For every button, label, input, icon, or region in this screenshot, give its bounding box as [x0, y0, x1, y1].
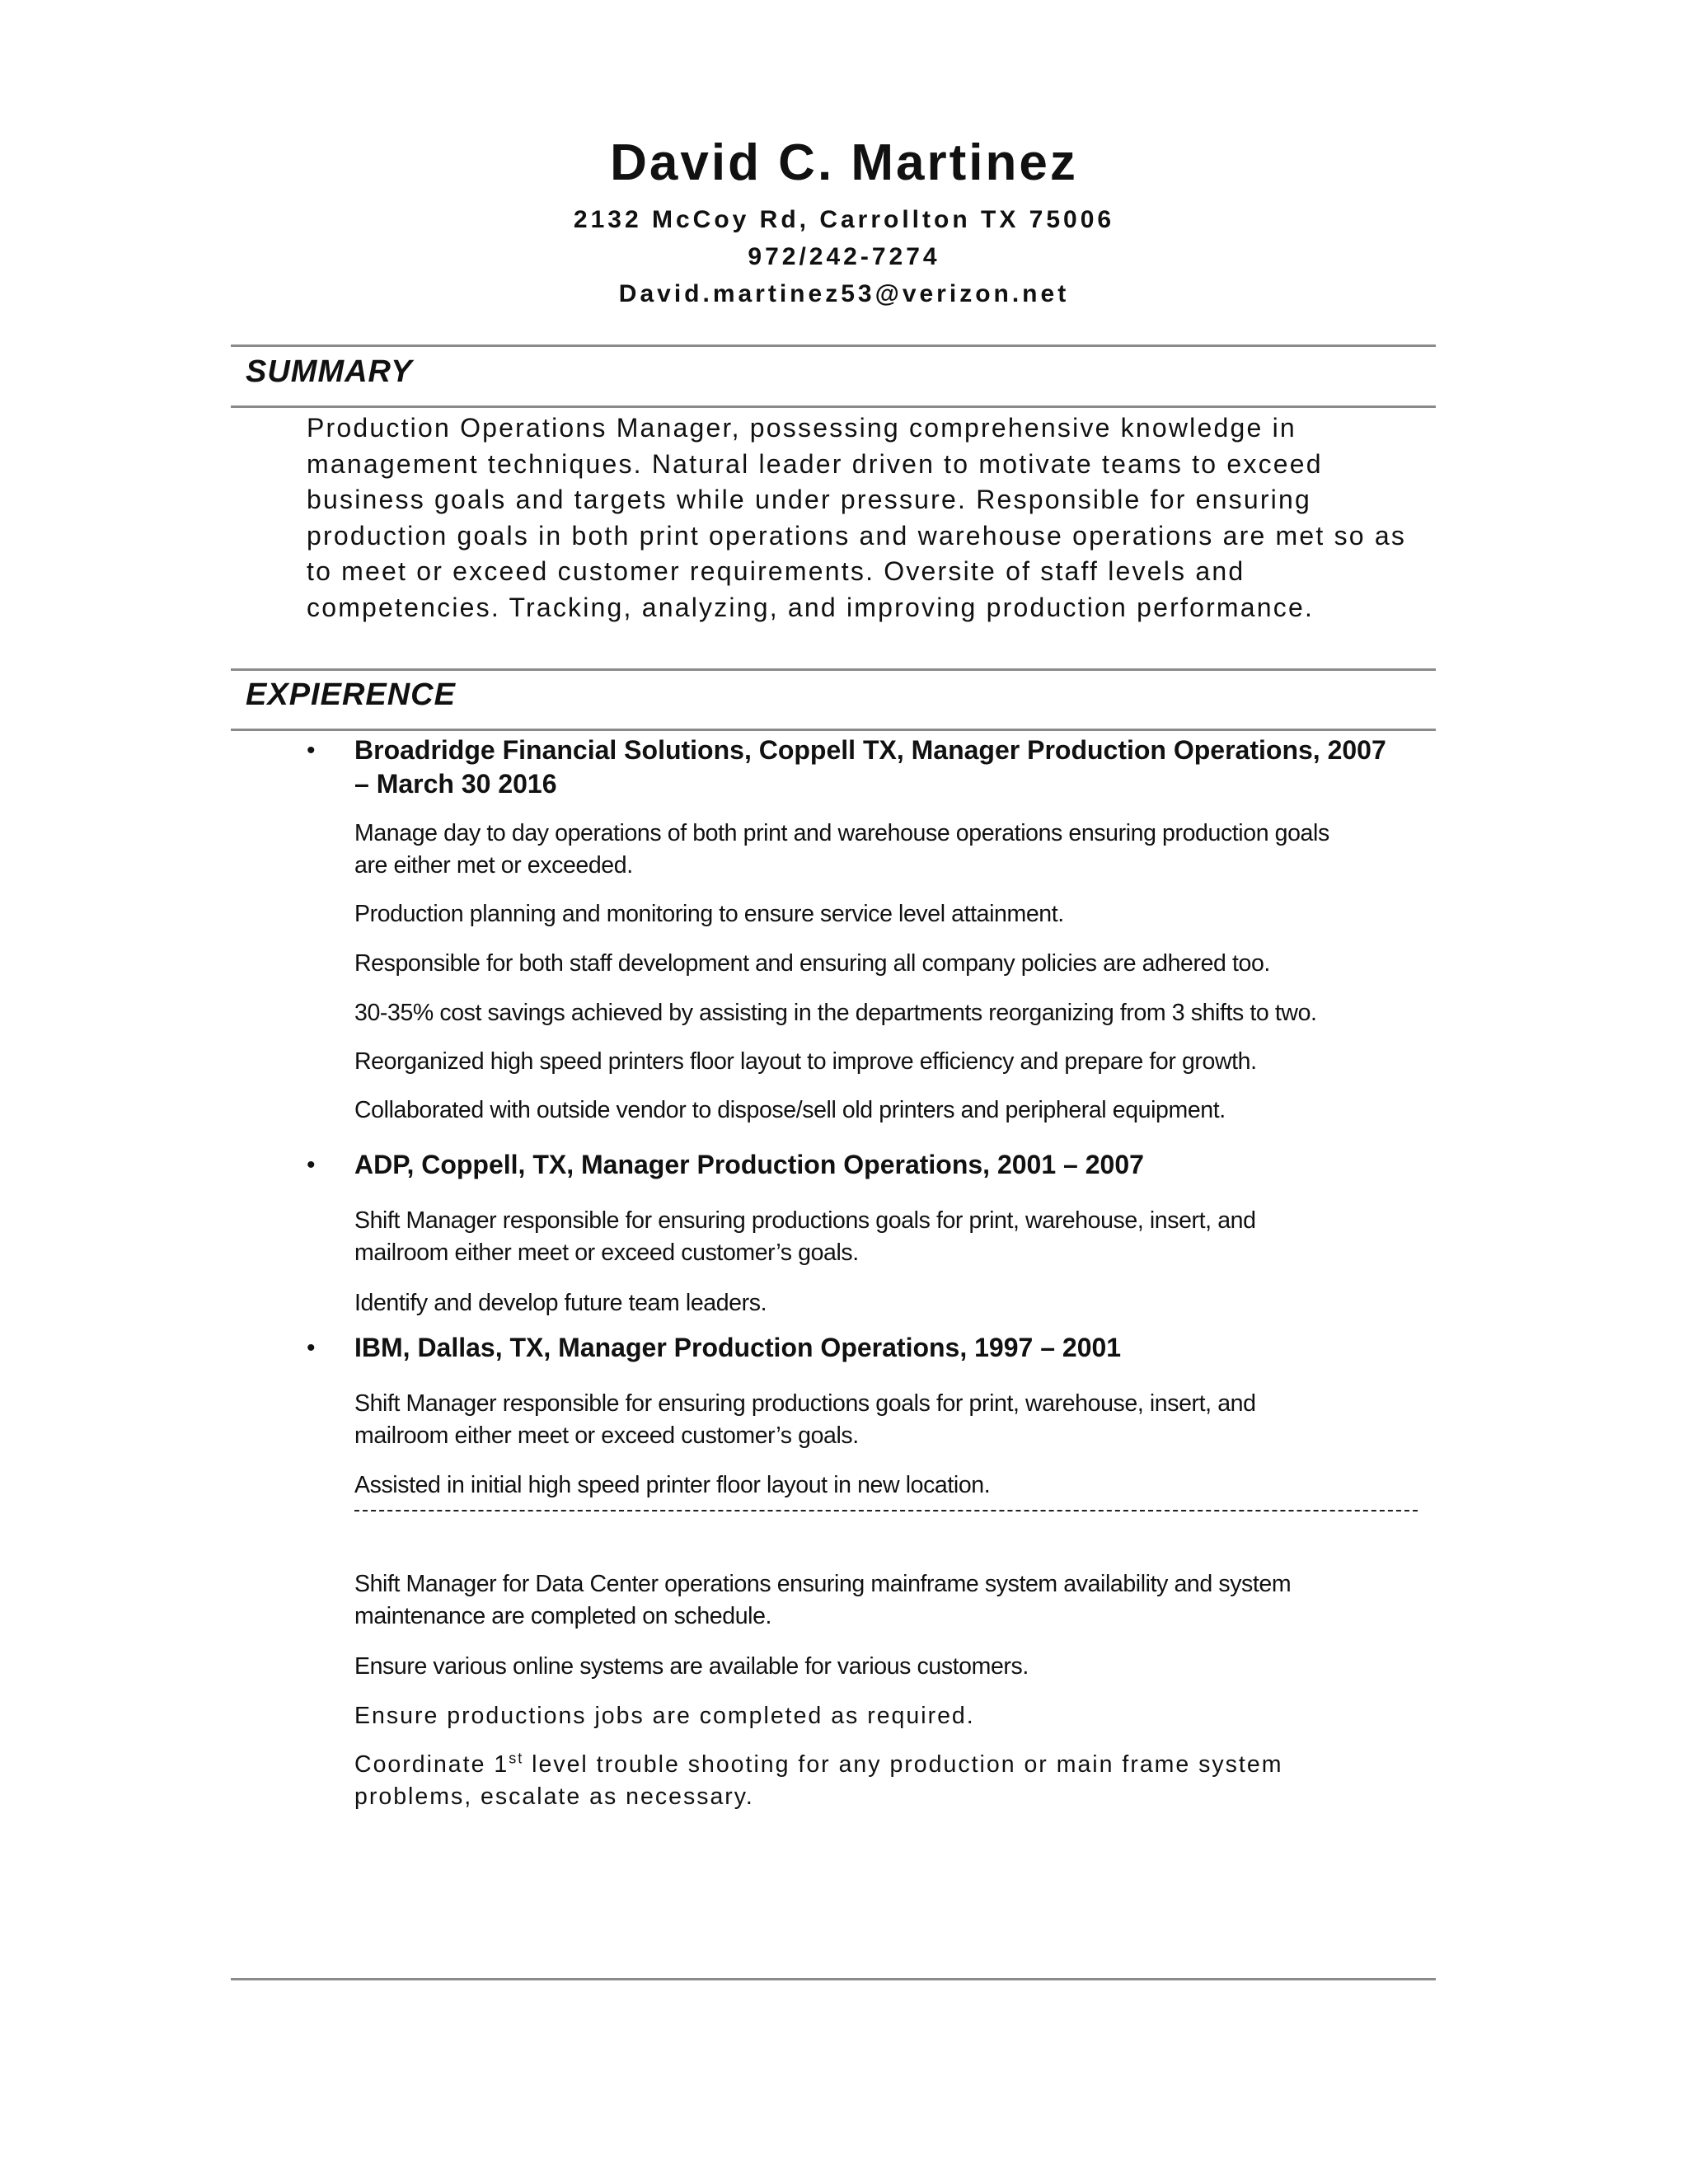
job-title-line: – March 30 2016	[354, 769, 557, 799]
job-detail	[354, 1568, 1426, 1633]
job-detail	[354, 1388, 1426, 1452]
job-detail-line: mailroom either meet or exceed customer’s goals.	[354, 1422, 859, 1449]
job-detail-line: Coordinate 1st level trouble shooting for any production or main frame system	[354, 1750, 1283, 1778]
email-line: David.martinez53@verizon.net	[618, 280, 1070, 307]
job-title-line: Broadridge Financial Solutions, Coppell TX, Manager Production Operations, 2007	[354, 735, 1386, 765]
job-detail-line: problems, escalate as necessary.	[354, 1783, 754, 1810]
summary-line: management techniques. Natural leader driven to motivate teams to exceed	[307, 448, 1323, 479]
job-detail: Production planning and monitoring to ensure service level attainment.	[354, 901, 1064, 927]
job-bullet: •	[307, 1334, 316, 1361]
ordinal-suffix: st	[509, 1750, 524, 1767]
summary-line: Production Operations Manager, possessing comprehensive knowledge in	[307, 413, 1296, 443]
phone-line: 972/242-7274	[748, 243, 940, 270]
summary-line: business goals and targets while under pressure. Responsible for ensuring	[307, 485, 1311, 514]
job-detail: Assisted in initial high speed printer floor layout in new location.	[354, 1472, 991, 1498]
job-detail: 30-35% cost savings achieved by assisting in the departments reorganizing from 3 shifts to two.	[354, 1000, 1317, 1026]
summary-heading: SUMMARY	[246, 354, 413, 389]
job-detail: Identify and develop future team leaders.	[354, 1290, 767, 1316]
job-detail	[354, 818, 1426, 882]
job-detail	[354, 1749, 1426, 1813]
job-detail-line: Shift Manager responsible for ensuring productions goals for print, warehouse, insert, and	[354, 1390, 1256, 1417]
job-detail-line: Shift Manager responsible for ensuring productions goals for print, warehouse, insert, and	[354, 1207, 1256, 1234]
job-title: IBM, Dallas, TX, Manager Production Operations, 1997 – 2001	[354, 1333, 1122, 1362]
section-rule-bottom-summary	[231, 405, 1436, 408]
job-detail: Ensure various online systems are available for various customers.	[354, 1653, 1029, 1680]
footer-rule	[231, 1978, 1436, 1980]
job-detail: Ensure productions jobs are completed as required.	[354, 1703, 975, 1729]
section-rule-top-summary	[231, 344, 1436, 347]
summary-text	[307, 410, 1428, 626]
job-detail-line: are either met or exceeded.	[354, 852, 633, 879]
address-line: 2132 McCoy Rd, Carrollton TX 75006	[573, 206, 1115, 233]
summary-line: production goals in both print operations and warehouse operations are met so as	[307, 520, 1407, 551]
section-rule-top-experience	[231, 668, 1436, 671]
job-detail-line: Manage day to day operations of both print and warehouse operations ensuring production goals	[354, 820, 1329, 846]
job-detail-line: maintenance are completed on schedule.	[354, 1603, 772, 1629]
job-detail	[354, 1205, 1426, 1269]
summary-line: competencies. Tracking, analyzing, and improving production performance.	[307, 592, 1315, 622]
dashed-divider	[354, 1510, 1418, 1511]
job-detail: Responsible for both staff development and ensuring all company policies are adhered too.	[354, 950, 1270, 977]
job-title: ADP, Coppell, TX, Manager Production Operations, 2001 – 2007	[354, 1150, 1144, 1179]
section-rule-bottom-experience	[231, 729, 1436, 731]
job-detail: Collaborated with outside vendor to dispose/sell old printers and peripheral equipment.	[354, 1097, 1226, 1123]
job-detail: Reorganized high speed printers floor layout to improve efficiency and prepare for growth.	[354, 1048, 1257, 1075]
job-bullet: •	[307, 1151, 316, 1179]
experience-heading: EXPIERENCE	[246, 677, 456, 712]
job-detail-line: mailroom either meet or exceed customer’s goals.	[354, 1240, 859, 1266]
candidate-name: David C. Martinez	[610, 134, 1078, 191]
job-detail-line: Shift Manager for Data Center operations ensuring mainframe system availability and system	[354, 1571, 1292, 1597]
summary-line: to meet or exceed customer requirements. Oversite of staff levels and	[307, 556, 1245, 586]
job-title	[354, 733, 1426, 801]
job-bullet: •	[307, 737, 316, 764]
